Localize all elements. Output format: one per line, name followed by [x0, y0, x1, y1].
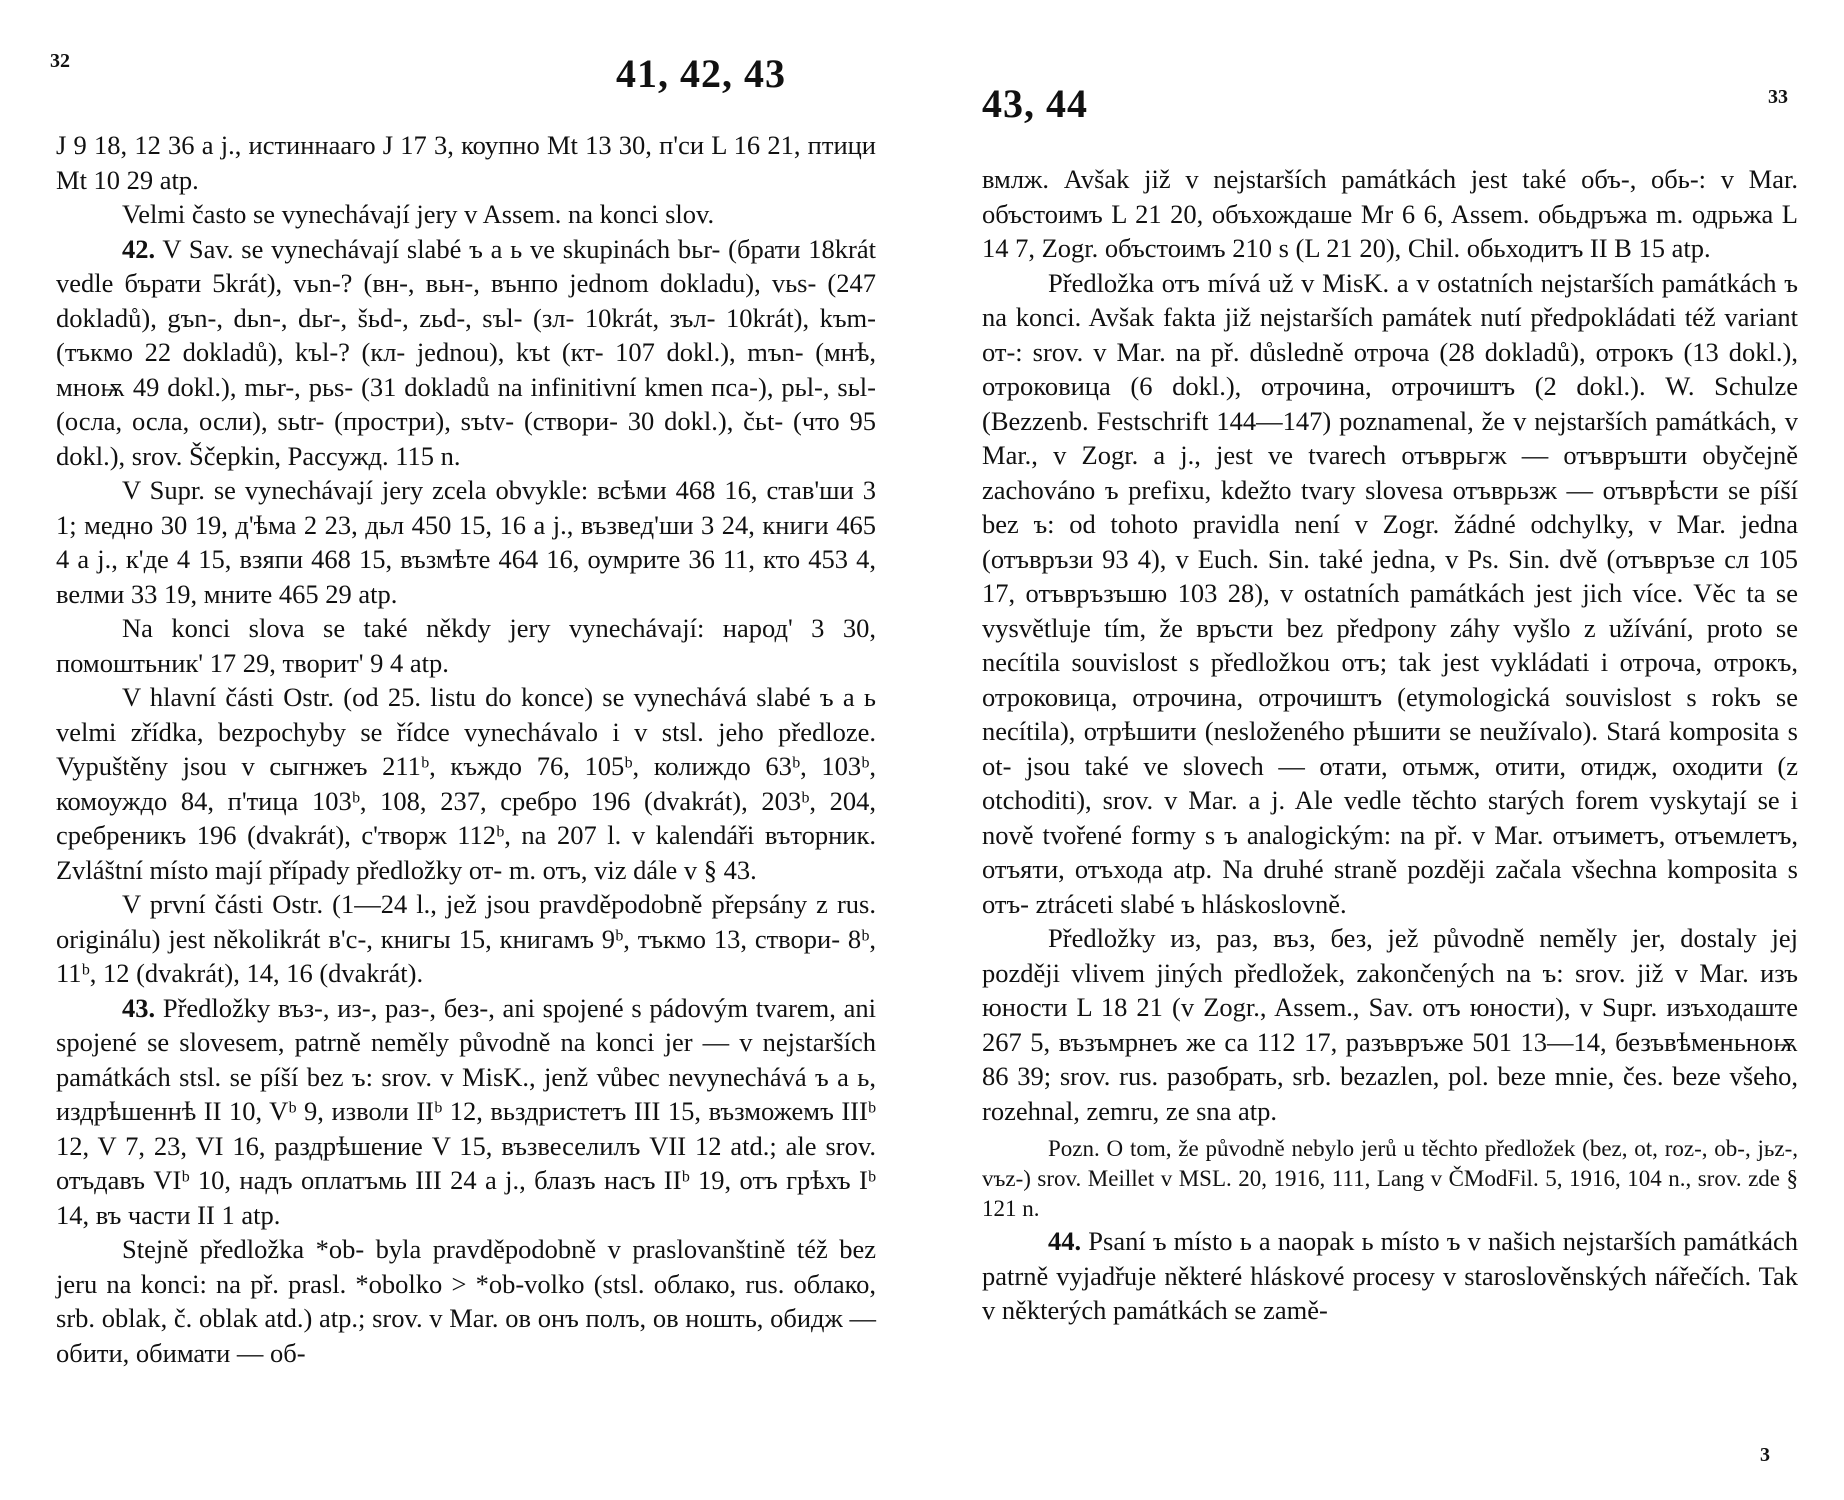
paragraph — [982, 921, 1798, 1128]
paragraph — [56, 473, 876, 611]
paragraph — [982, 162, 1798, 266]
paragraph — [56, 680, 876, 887]
section-number: 43. — [122, 992, 156, 1023]
paragraph — [56, 1232, 876, 1370]
paragraph-text: Na konci slova se také někdy jery vynechávají: народ' 3 30, помоштьник' 17 29, творит' 9 4 atp. — [56, 613, 876, 678]
paragraph-text: Pozn. O tom, že původně nebylo jerů u těchto předložek (bez, ot, roz-, ob-, jьz-, vъz-) srov. Meillet v MSL. 20, 1916, 111, Lang v ČModFil. 5, 1916, 104 n., srov. zde § 121 n. — [982, 1136, 1798, 1221]
paragraph-text: J 9 18, 12 36 a j., истиннааго J 17 3, коупно Mt 13 30, п'си L 16 21, птици Mt 10 29 atp. — [56, 130, 876, 195]
page-number-left: 32 — [50, 50, 70, 72]
section-number: 44. — [1048, 1226, 1082, 1256]
paragraph-text: Velmi často se vynechávají jery v Assem. na konci slov. — [122, 199, 715, 229]
paragraph — [56, 128, 876, 197]
right-text-column — [982, 162, 1798, 1328]
page-number-right: 33 — [1768, 86, 1788, 108]
paragraph — [56, 887, 876, 991]
paragraph — [56, 991, 876, 1233]
paragraph-text: Psaní ъ místo ь a naopak ь místo ъ v našich nejstarších památkách patrně vyjadřuje některé hláskové procesy v staroslověnských nářečích. Tak v některých památkách se zamě- — [982, 1226, 1799, 1325]
paragraph — [982, 1134, 1798, 1224]
paragraph — [56, 611, 876, 680]
paragraph-text: Předložky из, раз, въз, без, jež původně neměly jer, dostaly jej později vlivem jiných předložek, zakončených na ъ: srov. již v Mar. изъ юности L 18 21 (v Zogr., Assem., Sav. отъ юности), v Supr. изъходаште 267 5, възъмрнеъ же са 112 17, разъвръже 501 13—14, безъвѣменьноѭ 86 39; srov. rus. разобрать, srb. bezazlen, pol. beze mnie, čes. beze všeho, rozehnal, zemru, ze sna atp. — [982, 923, 1798, 1126]
signature-mark: 3 — [1760, 1444, 1770, 1466]
paragraph-text: вмлж. Avšak již v nejstarších památkách jest také объ-, обь-: v Mar. объстоимъ L 21 20, объхождаше Mr 6 6, Assem. обьдръжа m. одрьжа L 14 7, Zogr. объстоимъ 210 s (L 21 20), Chil. обьходитъ II B 15 atp. — [982, 164, 1798, 263]
right-page — [922, 0, 1844, 1500]
paragraph — [56, 197, 876, 232]
paragraph-text: V Supr. se vynechávají jery zcela obvykle: всѣми 468 16, став'ши 3 1; медно 30 19, д'ѣма 2 23, дьл 450 15, 16 a j., възвед'ши 3 24, книги 465 4 a j., к'де 4 15, взяпи 468 15, възмѣте 464 16, оумрите 36 11, кто 453 4, велми 33 19, мните 465 29 atp. — [56, 475, 876, 609]
section-number: 42. — [122, 233, 156, 264]
paragraph — [982, 1224, 1798, 1328]
paragraph-text: V hlavní části Ostr. (od 25. listu do konce) se vynechává slabé ъ a ь velmi zřídka, bezpochyby se řídce vynechávalo i v stsl. jeho předloze. Vypuštěny jsou v сыгнжеъ 211ᵇ, къждо 76, 105ᵇ, колиждо 63ᵇ, 103ᵇ, комоуждо 84, п'тица 103ᵇ, 108, 237, сребро 196 (dvakrát), 203ᵇ, 204, сребреникъ 196 (dvakrát), с'творж 112ᵇ, na 207 l. v kalendáři въторник. Zvláštní místo mají případy předložky от- m. отъ, viz dále v § 43. — [56, 682, 876, 885]
paragraph — [56, 232, 876, 474]
left-text-column — [56, 128, 876, 1370]
paragraph-text: Stejně předložka *ob- byla pravděpodobně v praslovanštině též bez jeru na konci: na př. prasl. *obolko > *ob-volko (stsl. облако, rus. облако, srb. oblak, č. oblak atd.) atp.; srov. v Mar. ов онъ полъ, ов ношть, обидж — обити, обимати — об- — [56, 1234, 876, 1368]
paragraph-text: Předložka отъ mívá už v MisK. a v ostatních nejstarších památkách ъ na konci. Avšak fakta již nejstarších památek nutí předpokládati též variant от-: srov. v Mar. na př. důsledně отроча (28 dokladů), отрокъ (13 dokl.), отроковица (6 dokl.), отрочина, отрочиштъ (2 dokl.). W. Schulze (Bezzenb. Festschrift 144—147) poznamenal, že v nejstarších památkách, v Mar., v Zogr. a j., jest ve tvarech отъврьгж — отъвръшти obyčejně zachováno ъ prefixu, kdežto tvary slovesa отъврьзж — отъврѣсти se píší bez ъ: od tohoto pravidla není v Zogr. žádné odchylky, v Mar. jedna (отъвръзи 93 4), v Euch. Sin. také jedna, v Ps. Sin. dvě (отъвръзе сл 105 17, отъвръзъшю 103 28), v ostatních památkách jest jich více. Věc ta se vysvětluje tím, že връсти bez předpony záhy vyšlo z užívání, proto se necítila souvislost s předložkou отъ; tak jest vykládati i отроча, отрокъ, отроковица, отрочина, отрочиштъ (etymologická souvislost s rokъ se necítila), отрѣшити (nesloženého рѣшити se neužívalo). Stará komposita s ot- jsou také ve slovech — отати, отьмж, отити, отидж, оходити (z otchoditi), srov. v Mar. a j. Ale vedle těchto starých forem vyskytají se i nově tvořené formy s ъ analogickým: na př. v Mar. отъиметъ, отъемлетъ, отъяти, отъхода atp. Na druhé straně později začala všechna komposita s отъ- ztráceti slabé ъ hláskoslovně. — [982, 267, 1798, 919]
paragraph-text: V Sav. se vynechávají slabé ъ a ь ve skupinách bьr- (брати 18krát vedle бърати 5krát), vьn-? (вн-, вьн-, вънпо jednom dokladu), vьs- (247 dokladů), gъn-, dьn-, dьr-, šьd-, zьd-, sъl- (зл- 10krát, зъл- 10krát), kъm- (тъкмо 22 dokladů), kъl-? (кл- jednou), kъt (кт- 107 dokl.), mъn- (мнѣ, мноѭ 49 dokl.), mьr-, pьs- (31 dokladů na infinitivní kmen пса-), pьl-, sьl- (осла, осла, осли), sьtr- (простри), sъtv- (створи- 30 dokl.), čьt- (что 95 dokl.), srov. Ščepkin, Рассужд. 115 n. — [56, 233, 877, 471]
section-header-left: 41, 42, 43 — [616, 51, 786, 96]
section-header-right: 43, 44 — [982, 81, 1088, 126]
paragraph-text: V první části Ostr. (1—24 l., jež jsou pravděpodobně přepsány z rus. originálu) jest několikrát в'с-, книгы 15, книгамъ 9ᵇ, тъкмо 13, створи- 8ᵇ, 11ᵇ, 12 (dvakrát), 14, 16 (dvakrát). — [56, 889, 876, 988]
paragraph — [982, 266, 1798, 922]
paragraph-text: Předložky въз-, из-, раз-, без-, ani spojené s pádovým tvarem, ani spojené se slovesem, patrně neměly původně na konci jer — v nejstarších památkách stsl. se píší bez ъ: srov. v MisK., jenž vůbec nevynechává ъ a ь, издрѣшеннѣ II 10, Vᵇ 9, изволи IIᵇ 12, вьздристетъ III 15, възможемъ IIIᵇ 12, V 7, 23, VI 16, раздрѣшение V 15, възвеселилъ VII 12 atd.; ale srov. отъдавъ VIᵇ 10, надъ оплатъмь III 24 a j., блазъ насъ IIᵇ 19, отъ грѣхъ Iᵇ 14, въ части II 1 atp. — [56, 992, 876, 1230]
